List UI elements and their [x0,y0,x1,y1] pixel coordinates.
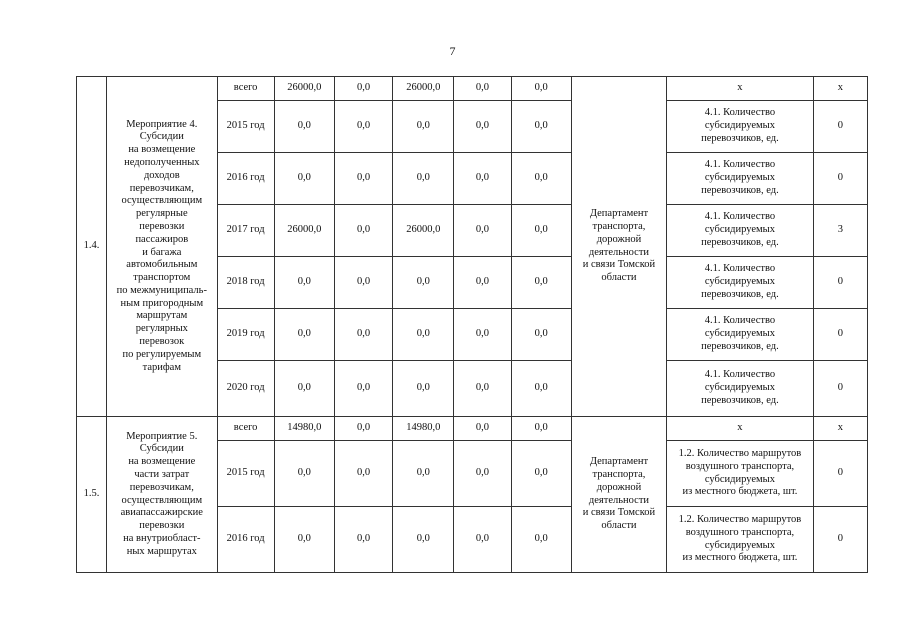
value-cell: 14980,0 [274,417,334,441]
value-cell: 0,0 [511,441,571,507]
indicator-cell: 4.1. Количество субсидируемых перевозчиков, ед. [667,361,814,417]
value-cell: 0,0 [454,309,511,361]
year-cell: 2015 год [217,441,274,507]
value-cell: 0,0 [511,417,571,441]
value-cell: 26000,0 [393,205,454,257]
indicator-value-cell: 0 [813,441,867,507]
value-cell: 14980,0 [393,417,454,441]
indicator-cell: 4.1. Количество субсидируемых перевозчиков, ед. [667,153,814,205]
value-cell: 0,0 [511,507,571,573]
value-cell: 0,0 [393,257,454,309]
value-cell: 0,0 [511,153,571,205]
value-cell: 0,0 [511,361,571,417]
value-cell: 0,0 [334,309,392,361]
value-cell: 0,0 [393,361,454,417]
value-cell: 0,0 [454,205,511,257]
value-cell: 0,0 [454,101,511,153]
value-cell: 0,0 [274,309,334,361]
table-row [77,77,868,101]
value-cell: 0,0 [274,361,334,417]
indicator-value-cell: x [813,77,867,101]
indicator-value-cell: 0 [813,309,867,361]
value-cell: 0,0 [454,417,511,441]
measure-name: Мероприятие 5. Субсидии на возмещение части затрат перевозчикам, осуществляющим авиапассажирские перевозки на внутриобласт- ных маршрутах [107,417,217,573]
value-cell: 0,0 [274,101,334,153]
value-cell: 0,0 [274,507,334,573]
year-cell: 2016 год [217,153,274,205]
indicator-value-cell: 0 [813,361,867,417]
value-cell: 0,0 [393,441,454,507]
indicator-value-cell: 0 [813,257,867,309]
value-cell: 0,0 [511,101,571,153]
value-cell: 0,0 [511,205,571,257]
indicator-value-cell: x [813,417,867,441]
indicator-cell: 4.1. Количество субсидируемых перевозчиков, ед. [667,205,814,257]
value-cell: 0,0 [393,507,454,573]
year-cell: 2016 год [217,507,274,573]
indicator-cell: 4.1. Количество субсидируемых перевозчиков, ед. [667,101,814,153]
value-cell: 0,0 [393,153,454,205]
value-cell: 0,0 [334,441,392,507]
value-cell: 0,0 [334,153,392,205]
measure-name: Мероприятие 4. Субсидии на возмещение недополученных доходов перевозчикам, осуществляющим регулярные перевозки пассажиров и багажа автомобильным транспортом по межмуниципаль- ным пригородным маршрутам регулярных перевозок по регулируемым тарифам [107,77,217,417]
value-cell: 0,0 [334,507,392,573]
value-cell: 0,0 [334,205,392,257]
indicator-cell: 1.2. Количество маршрутов воздушного транспорта, субсидируемых из местного бюджета, шт. [667,507,814,573]
value-cell: 0,0 [334,257,392,309]
year-cell: 2017 год [217,205,274,257]
value-cell: 0,0 [511,257,571,309]
indicator-cell: x [667,417,814,441]
department-cell: Департамент транспорта, дорожной деятельности и связи Томской области [571,417,666,573]
year-cell: всего [217,77,274,101]
page-number: 7 [449,44,456,58]
year-cell: всего [217,417,274,441]
year-cell: 2018 год [217,257,274,309]
value-cell: 26000,0 [393,77,454,101]
value-cell: 0,0 [334,77,392,101]
year-cell: 2015 год [217,101,274,153]
value-cell: 0,0 [454,257,511,309]
department-cell: Департамент транспорта, дорожной деятельности и связи Томской области [571,77,666,417]
year-cell: 2020 год [217,361,274,417]
value-cell: 0,0 [454,77,511,101]
value-cell: 0,0 [454,441,511,507]
program-table [76,76,868,573]
value-cell: 0,0 [274,441,334,507]
value-cell: 0,0 [274,153,334,205]
row-number: 1.4. [77,77,107,417]
value-cell: 0,0 [454,507,511,573]
indicator-cell: x [667,77,814,101]
value-cell: 0,0 [334,361,392,417]
value-cell: 0,0 [334,417,392,441]
indicator-cell: 4.1. Количество субсидируемых перевозчиков, ед. [667,257,814,309]
value-cell: 0,0 [274,257,334,309]
indicator-value-cell: 3 [813,205,867,257]
indicator-value-cell: 0 [813,153,867,205]
value-cell: 26000,0 [274,205,334,257]
value-cell: 0,0 [454,153,511,205]
row-number: 1.5. [77,417,107,573]
value-cell: 0,0 [334,101,392,153]
indicator-value-cell: 0 [813,101,867,153]
value-cell: 0,0 [511,77,571,101]
table-row [77,417,868,441]
value-cell: 0,0 [393,101,454,153]
value-cell: 0,0 [393,309,454,361]
indicator-value-cell: 0 [813,507,867,573]
year-cell: 2019 год [217,309,274,361]
value-cell: 26000,0 [274,77,334,101]
indicator-cell: 4.1. Количество субсидируемых перевозчиков, ед. [667,309,814,361]
indicator-cell: 1.2. Количество маршрутов воздушного транспорта, субсидируемых из местного бюджета, шт. [667,441,814,507]
value-cell: 0,0 [511,309,571,361]
value-cell: 0,0 [454,361,511,417]
